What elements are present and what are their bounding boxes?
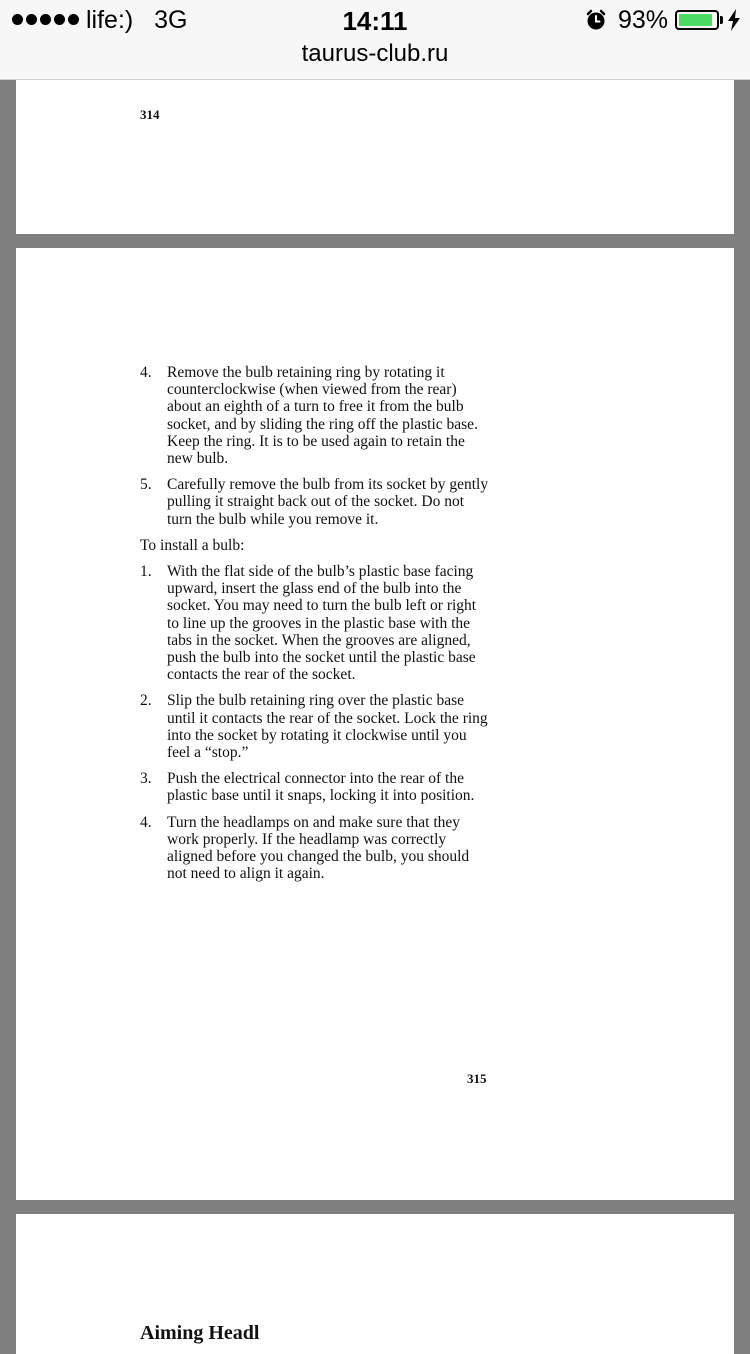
list-item [140, 814, 490, 883]
list-item [140, 563, 490, 683]
list-item-text: Turn the headlamps on and make sure that they work properly. If the headlamp was correctly aligned before you changed the bulb, you should not need to align it again. [167, 813, 470, 883]
list-item [140, 692, 490, 761]
document-page-316 [16, 1214, 734, 1354]
list-item [140, 364, 490, 467]
battery-percent: 93% [618, 6, 669, 34]
list-item-text: With the flat side of the bulb’s plastic base facing upward, insert the glass end of the bulb into the socket. You may need to turn the bulb left or right to line up the grooves in the plastic base with the tabs in the socket. When the grooves are aligned, push the bulb into the socket until the plastic base contacts the rear of the socket. [167, 563, 477, 684]
status-time: 14:11 [342, 6, 408, 36]
section-heading: Aiming Headl [140, 1322, 260, 1344]
page-number: 314 [140, 107, 160, 122]
battery-fill [679, 14, 712, 26]
page-number: 315 [467, 1071, 487, 1086]
list-item-text: Carefully remove the bulb from its socket by gently pulling it straight back out of the socket. Do not turn the bulb while you remove it. [167, 476, 489, 528]
list-item-text: Push the electrical connector into the rear of the plastic base until it snaps, locking it into position. [167, 770, 475, 805]
status-bar [0, 0, 750, 80]
list-item-number: 4. [140, 813, 152, 831]
page-text [140, 364, 490, 891]
battery-icon [675, 10, 719, 30]
list-item-number: 4. [140, 364, 152, 381]
document-page-314 [16, 80, 734, 234]
list-item-number: 1. [140, 563, 152, 581]
network-type: 3G [154, 6, 188, 34]
address-bar-url[interactable]: taurus-club.ru [301, 40, 449, 67]
battery-cap [720, 16, 723, 24]
carrier-label: life:) 3G [86, 6, 188, 34]
list-item-text: Slip the bulb retaining ring over the plastic base until it contacts the rear of the socket. Lock the ring into the socket by rotating it clockwise until you feel a “stop.” [167, 692, 488, 762]
list-item-text: Remove the bulb retaining ring by rotating it counterclockwise (when viewed from the rear) about an eighth of a turn to free it from the bulb socket, and by sliding the ring off the plastic base. Keep the ring. It is to be used again to retain the new bulb. [167, 364, 478, 468]
list-item-number: 2. [140, 692, 152, 710]
list-item-number: 3. [140, 770, 152, 788]
list-item [140, 476, 490, 528]
list-item [140, 770, 490, 804]
document-page-315 [16, 248, 734, 1200]
list-item-number: 5. [140, 476, 152, 494]
charging-bolt-icon [727, 9, 741, 31]
alarm-clock-icon [585, 9, 607, 31]
install-intro: To install a bulb: [140, 536, 245, 554]
